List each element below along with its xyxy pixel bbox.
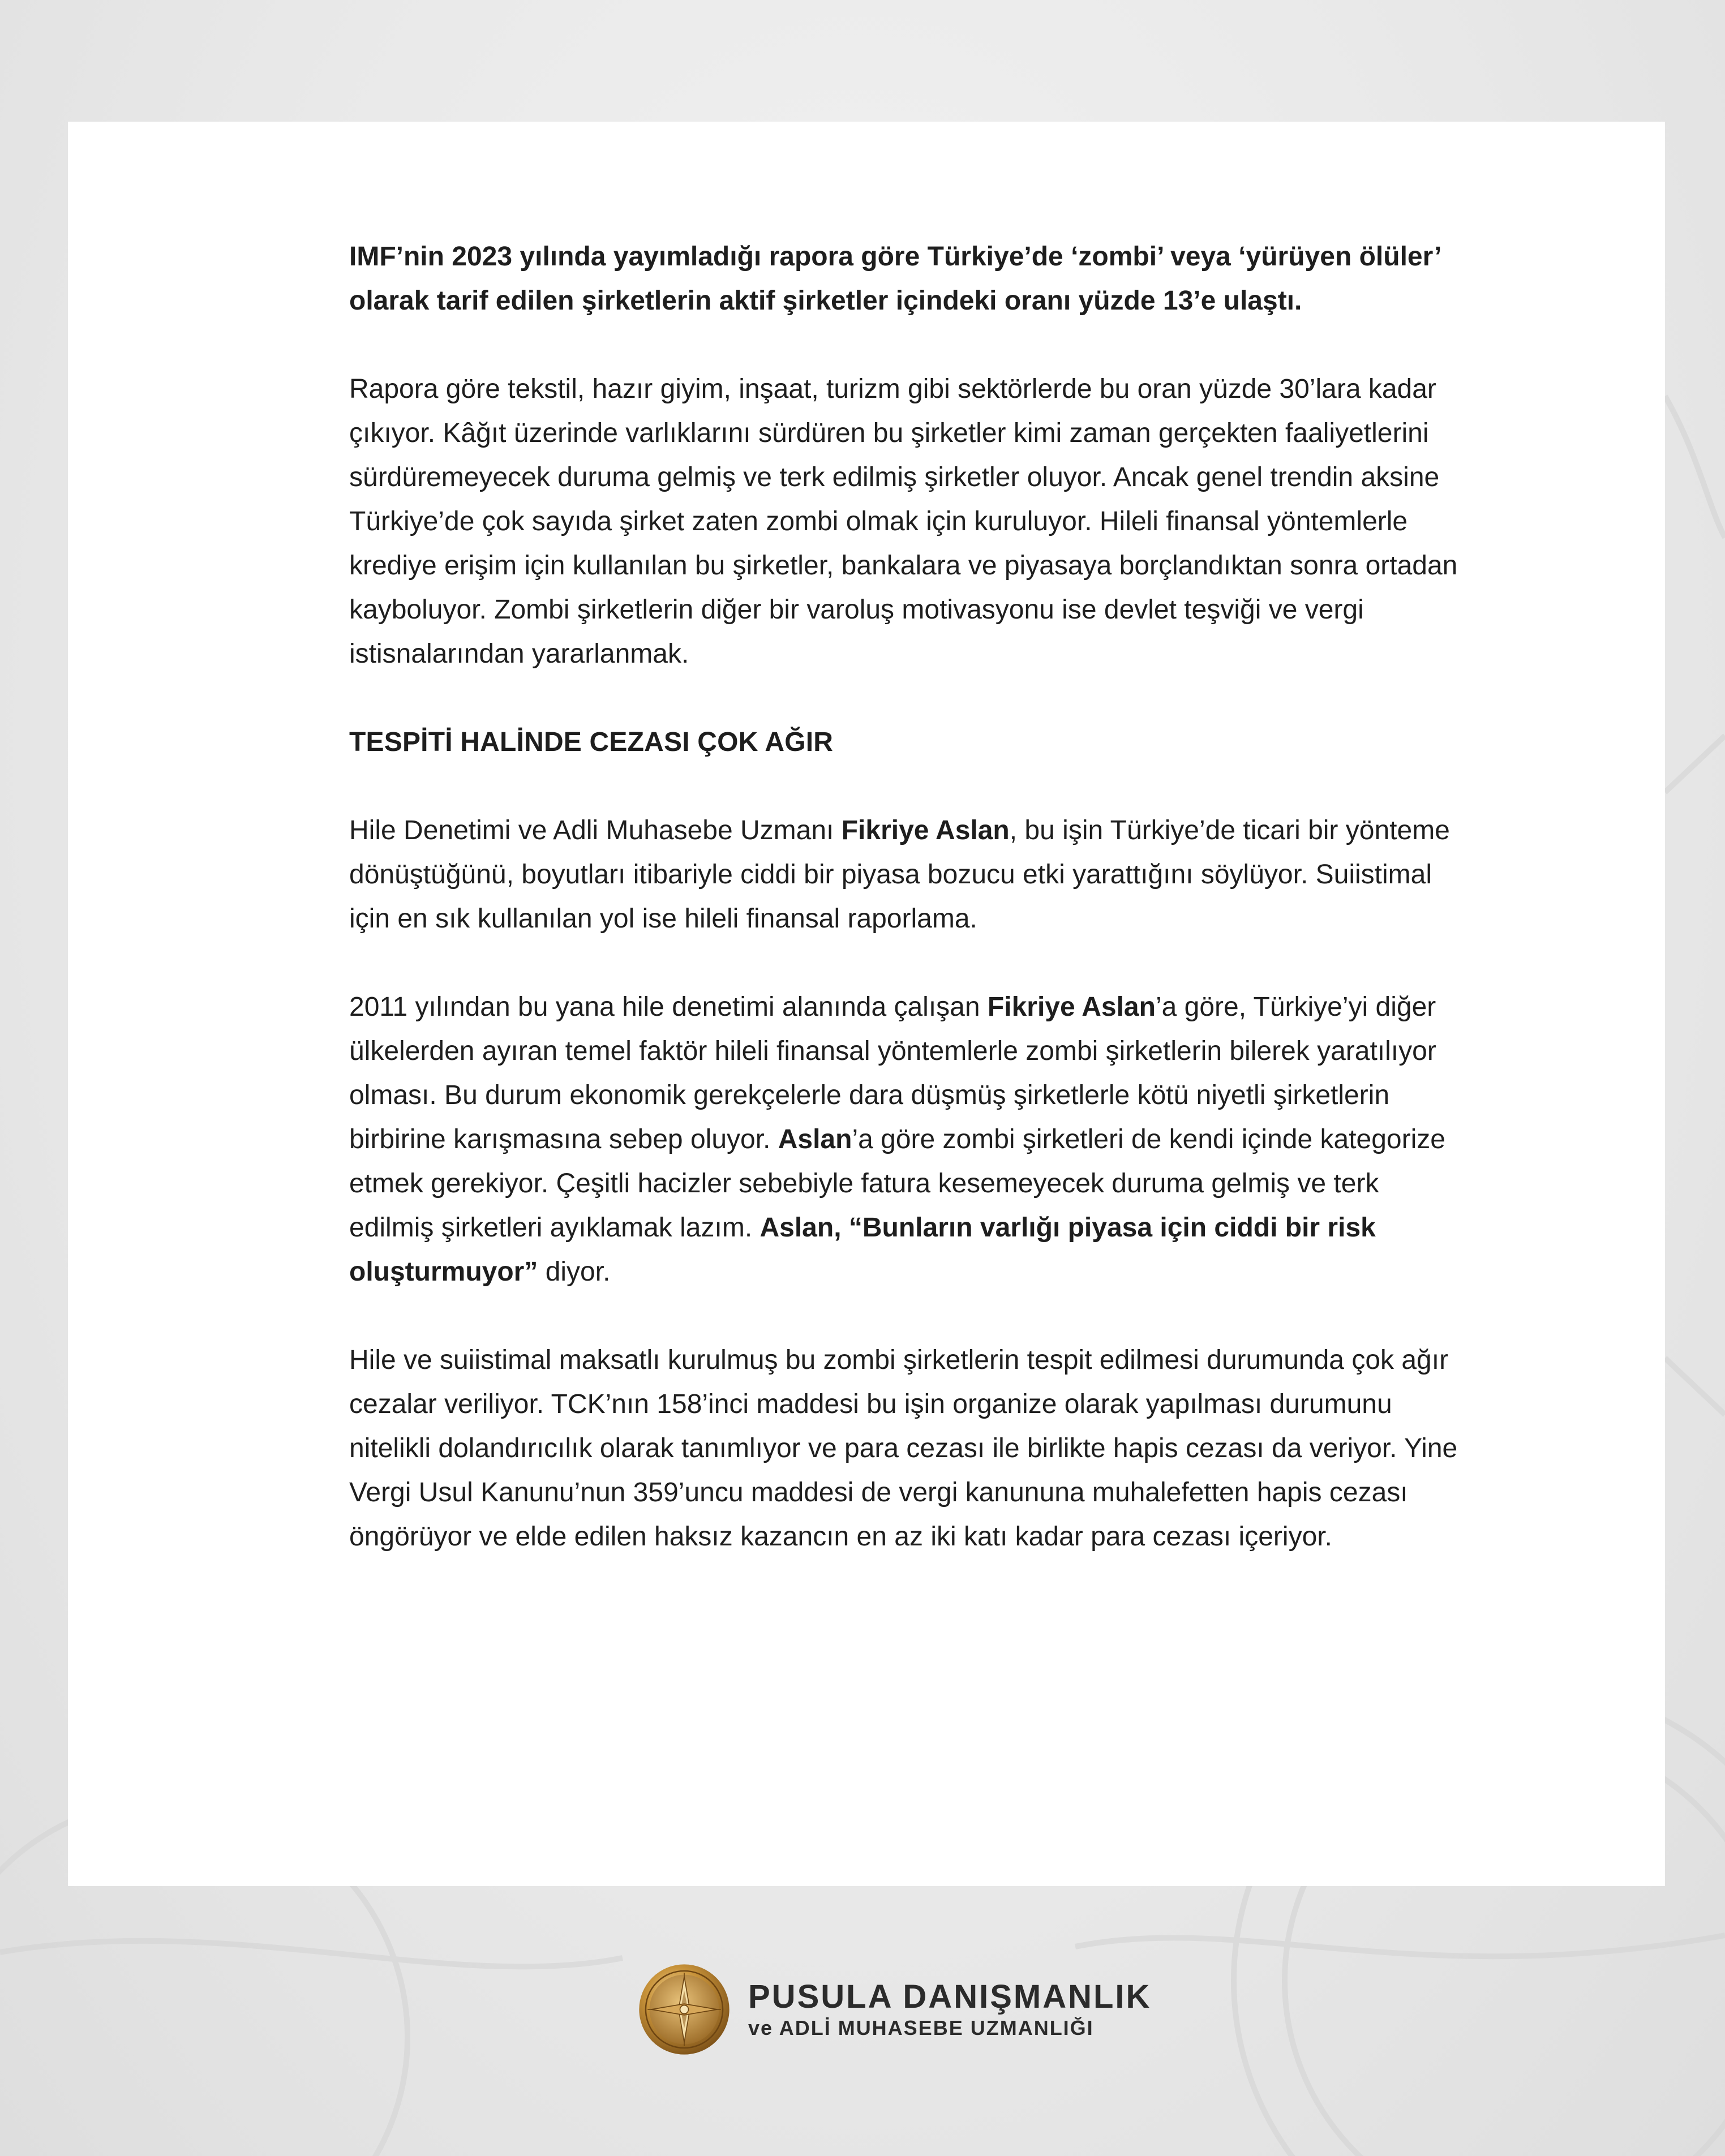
person-name: Fikriye Aslan: [987, 992, 1156, 1022]
brand-name: PUSULA DANIŞMANLIK: [748, 1978, 1152, 2015]
text-run: ’a göre zombi şirketleri de kendi içinde kategorize etmek gerekiyor. Çeşitli hacizler sebebiyle fatura kesemeyecek duruma gelmiş ve terk edilmiş şirketleri ayıklamak lazım.: [349, 1124, 1445, 1243]
footer-brand: [637, 1962, 1151, 2056]
article-paragraph-2: [349, 809, 1470, 941]
brand-subtitle: ve ADLİ MUHASEBE UZMANLIĞI: [748, 2016, 1094, 2039]
text-run: diyor.: [538, 1257, 611, 1287]
quote: Aslan, “Bunların varlığı piyasa için ciddi bir risk oluşturmuyor”: [349, 1213, 1376, 1287]
article-paragraph-1: Rapora göre tekstil, hazır giyim, inşaat, turizm gibi sektörlerde bu oran yüzde 30’lara kadar çıkıyor. Kâğıt üzerinde varlıklarını sürdüren bu şirketler kimi zaman gerçekten faaliyetlerini sürdüremeyecek duruma gelmiş ve terk edilmiş şirketler oluyor. Ancak genel trendin aksine Türkiye’de çok sayıda şirket zaten zombi olmak için kuruluyor. Hileli finansal yöntemlerle krediye erişim için kullanılan bu şirketler, bankalara ve piyasaya borçlandıktan sonra ortadan kayboluyor. Zombi şirketlerin diğer bir varoluş motivasyonu ise devlet teşviği ve vergi istisnalarından yararlanmak.: [349, 374, 1458, 669]
article-lead: IMF’nin 2023 yılında yayımladığı rapora göre Türkiye’de ‘zombi’ veya ‘yürüyen ölüler’ olarak tarif edilen şirketlerin aktif şirketler içindeki oranı yüzde 13’e ulaştı.: [349, 242, 1440, 316]
person-name: Aslan: [778, 1124, 852, 1154]
article-card: [68, 122, 1665, 1886]
article-paragraph-4: Hile ve suiistimal maksatlı kurulmuş bu zombi şirketlerin tespit edilmesi durumunda çok ağır cezalar veriliyor. TCK’nın 158’inci maddesi bu işin organize olarak yapılması durumunu nitelikli dolandırıcılık olarak tanımlıyor ve para cezası ile birlikte hapis cezası da veriyor. Yine Vergi Usul Kanunu’nun 359’uncu maddesi de vergi kanununa muhalefetten hapis cezası öngörüyor ve elde edilen haksız kazancın en az iki katı kadar para cezası içeriyor.: [349, 1345, 1458, 1552]
brand-text: [748, 1978, 1151, 2041]
section-heading: TESPİTİ HALİNDE CEZASI ÇOK AĞIR: [349, 727, 834, 757]
text-run: Hile Denetimi ve Adli Muhasebe Uzmanı: [349, 815, 842, 845]
text-run: , bu işin Türkiye’de ticari bir yönteme dönüştüğünü, boyutları itibariyle ciddi bir piyasa bozucu etki yarattığını söylüyor. Suiistimal için en sık kullanılan yol ise hileli finansal raporlama.: [349, 815, 1450, 934]
compass-icon: [637, 1962, 731, 2056]
article-paragraph-3: [349, 985, 1470, 1294]
text-run: 2011 yılından bu yana hile denetimi alanında çalışan: [349, 992, 988, 1022]
text-run: ’a göre, Türkiye’yi diğer ülkelerden ayıran temel faktör hileli finansal yöntemlerle zombi şirketlerin bilerek yaratılıyor olması. Bu durum ekonomik gerekçelerle dara düşmüş şirketlerle kötü niyetli şirketlerin birbirine karışmasına sebep oluyor.: [349, 992, 1436, 1154]
article-body: [349, 235, 1470, 1603]
person-name: Fikriye Aslan: [841, 815, 1010, 845]
